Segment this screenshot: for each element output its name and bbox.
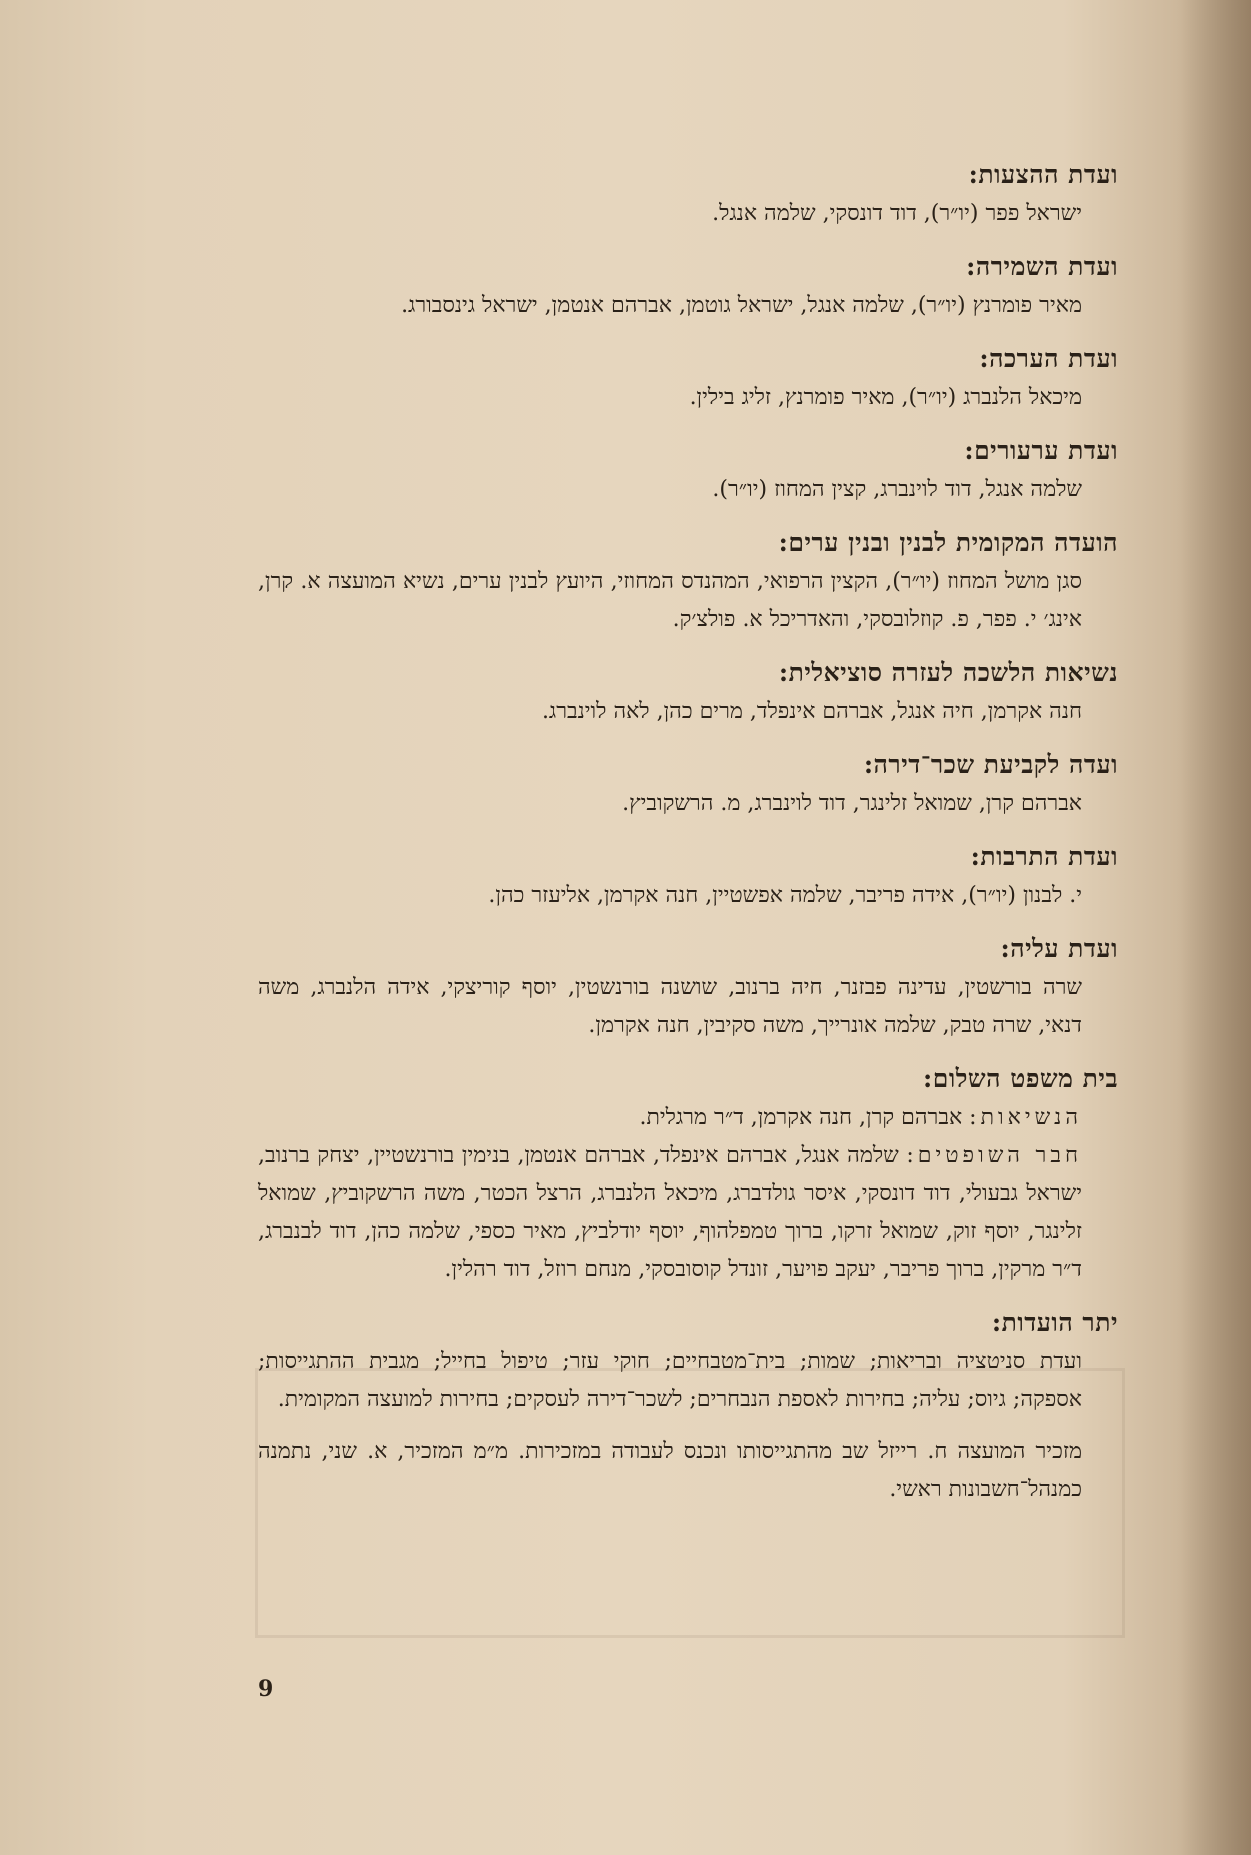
court-title: בית משפט השלום: xyxy=(923,1064,1118,1093)
committee-title: ועדה לקביעת שכר־דירה: xyxy=(863,750,1118,779)
committee-section xyxy=(258,155,1118,233)
presidency-names: אברהם קרן, חנה אקרמן, ד״ר מרגלית. xyxy=(639,1105,963,1130)
committee-members: שלמה אנגל, דוד לוינברג, קצין המחוז (יו״ר). xyxy=(712,477,1082,502)
committee-section xyxy=(258,837,1118,915)
committee-section xyxy=(258,247,1118,325)
committee-section xyxy=(258,431,1118,509)
committee-section xyxy=(258,523,1118,639)
presidency-label: הנשיאות: xyxy=(969,1105,1082,1130)
committee-title: ועדת השמירה: xyxy=(966,252,1118,281)
court-judges xyxy=(258,1137,1118,1289)
other-committees-section xyxy=(258,1303,1118,1419)
committee-title: ועדת ההצעות: xyxy=(968,160,1118,189)
committee-title: נשיאות הלשכה לעזרה סוציאלית: xyxy=(778,658,1118,687)
committee-members: מיכאל הלנברג (יו״ר), מאיר פומרנץ, זליג בילין. xyxy=(689,385,1082,410)
committee-title: ועדת התרבות: xyxy=(970,842,1118,871)
committee-section xyxy=(258,653,1118,731)
committee-title: ועדת ערעורים: xyxy=(964,436,1118,465)
committee-members: סגן מושל המחוז (יו״ר), הקצין הרפואי, המהנדס המחוזי, היועץ לבנין ערים, נשיא המועצה א. קרן, אינג׳ י. פפר, פ. קוזלובסקי, והאדריכל א. פולצ׳ק. xyxy=(258,569,1082,632)
committee-title: הועדה המקומית לבנין ובנין ערים: xyxy=(778,528,1118,557)
committee-members: אברהם קרן, שמואל זלינגר, דוד לוינברג, מ. הרשקוביץ. xyxy=(622,791,1082,816)
page-number: 9 xyxy=(258,1676,274,1702)
other-committees-title: יתר הועדות: xyxy=(991,1308,1118,1337)
committee-members: חנה אקרמן, חיה אנגל, אברהם אינפלד, מרים כהן, לאה לוינברג. xyxy=(541,699,1082,724)
committee-members: מאיר פומרנץ (יו״ר), שלמה אנגל, ישראל גוטמן, אברהם אנטמן, ישראל גינסבורג. xyxy=(401,293,1082,318)
committee-members: י. לבנון (יו״ר), אידה פריבר, שלמה אפשטיין, חנה אקרמן, אליעזר כהן. xyxy=(488,883,1082,908)
court-section xyxy=(258,1059,1118,1289)
committee-members: שרה בורשטין, עדינה פבזנר, חיה ברנוב, שושנה בורנשטין, יוסף קוריצקי, אידה הלנברג, משה דנאי, שרה טבק, שלמה אונרייך, משה סקיבין, חנה אקרמן. xyxy=(258,975,1082,1038)
committee-section xyxy=(258,745,1118,823)
page-content xyxy=(258,155,1118,1509)
other-committees-list: ועדת סניטציה ובריאות; שמות; בית־מטבחיים; חוקי עזר; טיפול בחייל; מגבית ההתגייסות; אספקה; גיוס; עליה; בחירות לאספת הנבחרים; לשכר־דירה לעסקים; בחירות למועצה המקומית. xyxy=(258,1349,1082,1412)
committee-section xyxy=(258,339,1118,417)
court-presidency xyxy=(258,1099,1118,1137)
committee-members: ישראל פפר (יו״ר), דוד דונסקי, שלמה אנגל. xyxy=(712,201,1082,226)
judges-names: שלמה אנגל, אברהם אינפלד, אברהם אנטמן, בנימין בורנשטיין, יצחק ברנוב, ישראל גבעולי, דוד דונסקי, איסר גולדברג, מיכאל הלנברג, הרצל הכטר, משה הרשקוביץ, שמואל זלינגר, יוסף זוק, שמואל זרקו, ברוך טמפלהוף, יוסף יודלביץ, מאיר כספי, שלמה כהן, דוד לבנברג, ד״ר מרקין, ברוך פריבר, יעקב פויער, זונדל קוסובסקי, מנחם רוזל, דוד רהלין. xyxy=(258,1143,1082,1282)
committee-section xyxy=(258,929,1118,1045)
committee-title: ועדת הערכה: xyxy=(979,344,1118,373)
judges-label: חבר השופטים: xyxy=(906,1143,1082,1168)
committee-title: ועדת עליה: xyxy=(1000,934,1118,963)
secretary-note: מזכיר המועצה ח. רייזל שב מהתגייסותו ונכנס לעבודה במזכירות. מ״מ המזכיר, א. שני, נתמנה כמנהל־חשבונות ראשי. xyxy=(258,1439,1082,1502)
